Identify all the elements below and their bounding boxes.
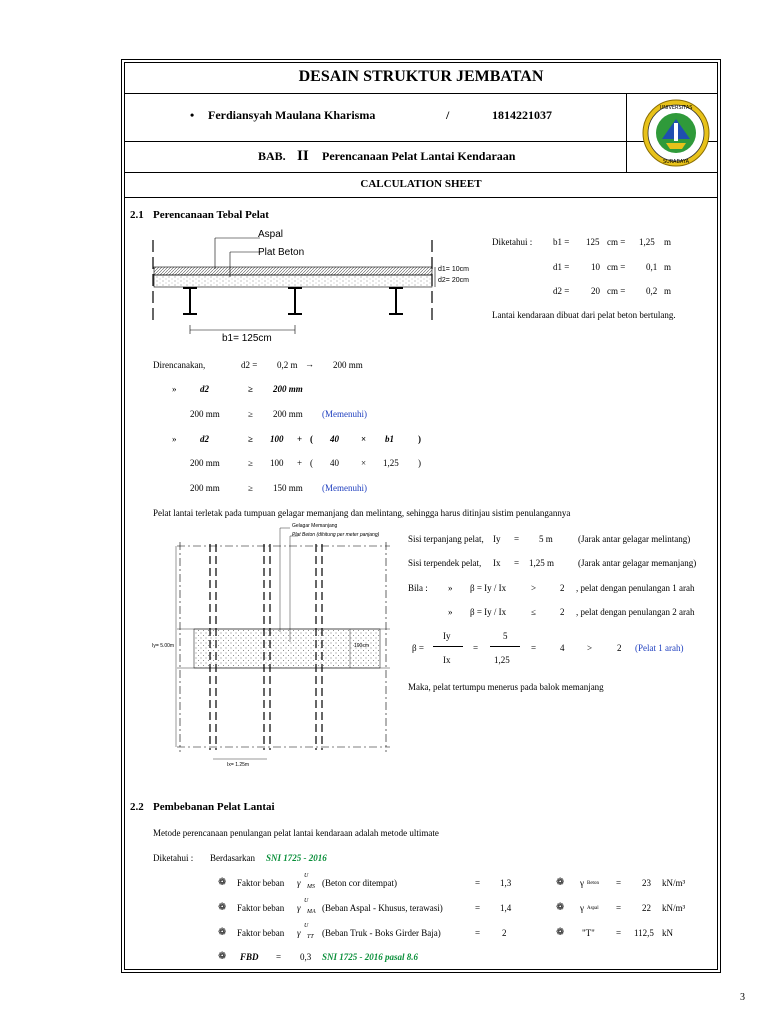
section-number: 2.1 <box>130 209 144 221</box>
sni-reference: SNI 1725 - 2016 <box>266 853 327 863</box>
known-b1-unit: cm = <box>607 237 626 247</box>
known-b1-m: 1,25 <box>639 237 655 247</box>
known-d1-munit: m <box>664 262 672 272</box>
cond1-mark: » <box>448 583 453 593</box>
gamma-symbol: γ <box>297 878 301 888</box>
beta-eq2: = <box>531 643 537 653</box>
divider <box>124 93 718 94</box>
gamma-beton-eq: = <box>616 878 622 888</box>
cond1-expr: β = Iy / Ix <box>470 583 507 593</box>
d2-eq: d2 = <box>241 360 258 370</box>
factor-label: Faktor beban <box>237 928 285 938</box>
support-text: Pelat lantai terletak pada tumpuan gelagar memanjang dan melintang, sehingga harus ditinjau sistim penulangannya <box>153 508 571 518</box>
row3-b: 40 <box>330 434 339 444</box>
row3-plus: + <box>297 434 303 444</box>
flower-bullet-icon: ❁ <box>218 877 227 888</box>
known-d1-m: 0,1 <box>646 262 658 272</box>
cond1-op: > <box>531 583 537 593</box>
truck-load-unit: kN <box>662 928 673 938</box>
known-b1-cm: 125 <box>586 237 600 247</box>
iy-note: (Jarak antar gelagar melintang) <box>578 534 691 544</box>
gamma-aspal-value: 22 <box>642 903 651 913</box>
cond1-val: 2 <box>560 583 565 593</box>
section-title: Perencanaan Tebal Pelat <box>153 209 269 221</box>
logo-text-bottom: SURABAYA <box>662 159 690 165</box>
beta-value: 4 <box>560 643 565 653</box>
fbd-eq: = <box>276 952 282 962</box>
iy-symbol: Iy <box>493 534 501 544</box>
document-title: DESAIN STRUKTUR JEMBATAN <box>298 68 544 85</box>
gamma-aspal-eq: = <box>616 903 622 913</box>
row4-lhs: 200 mm <box>190 458 220 468</box>
row4-paren-close: ) <box>418 458 421 468</box>
iy-value: 5 m <box>539 534 553 544</box>
known-b1-munit: m <box>664 237 672 247</box>
ix-symbol: Ix <box>493 558 501 568</box>
gamma-aspal-symbol: γ <box>580 903 584 913</box>
fraction-bar <box>433 646 463 647</box>
slab-cross-section-figure <box>150 228 450 348</box>
known-d2-m: 0,2 <box>646 286 658 296</box>
factor-eq: = <box>475 878 481 888</box>
fig1-b1-label: b1= 125cm <box>222 333 272 344</box>
bab-title: Perencanaan Pelat Lantai Kendaraan <box>322 149 516 163</box>
factor-desc: (Beton cor ditempat) <box>322 878 397 888</box>
divider <box>124 141 718 142</box>
truck-load-symbol: "T" <box>582 928 595 938</box>
flower-bullet-icon: ❁ <box>218 902 227 913</box>
beta-num1: Iy <box>443 631 451 641</box>
row3-a: 100 <box>270 434 284 444</box>
known-d2-cm: 20 <box>591 286 600 296</box>
known-d2-munit: m <box>664 286 672 296</box>
bab-number: II <box>297 148 309 164</box>
beta-op: > <box>587 643 593 653</box>
row4-c: 1,25 <box>383 458 399 468</box>
row4-paren-open: ( <box>310 458 313 468</box>
row3-lhs: d2 <box>200 434 209 444</box>
truck-load-value: 112,5 <box>634 928 654 938</box>
bullet: • <box>190 108 195 122</box>
known-d1-name: d1 = <box>553 262 570 272</box>
cond2-desc: , pelat dengan penulangan 2 arah <box>576 607 695 617</box>
row5-op: ≥ <box>248 483 253 493</box>
gamma-aspal-sub: Aspal <box>587 906 599 911</box>
row2-lhs: 200 mm <box>190 409 220 419</box>
iy-label: Sisi terpanjang pelat, <box>408 534 484 544</box>
d2-meters: 0,2 m <box>277 360 298 370</box>
ix-note: (Jarak antar gelagar memanjang) <box>578 558 697 568</box>
fig1-d2-label: d2= 20cm <box>438 277 469 284</box>
beta-status: (Pelat 1 arah) <box>635 643 684 653</box>
ix-value: 1,25 m <box>529 558 555 568</box>
beta-limit: 2 <box>617 643 622 653</box>
diketahui-label: Diketahui : <box>492 237 533 247</box>
gamma-sup: U <box>304 923 309 929</box>
gamma-sup: U <box>304 898 309 904</box>
beta-eq1: = <box>473 643 479 653</box>
row2-rhs: 200 mm <box>273 409 303 419</box>
divider <box>124 197 718 198</box>
row4-plus: + <box>297 458 303 468</box>
row3-op: ≥ <box>248 434 253 444</box>
factor-value: 1,4 <box>500 903 512 913</box>
cond2-op: ≤ <box>531 607 536 617</box>
row5-status: (Memenuhi) <box>322 483 367 493</box>
section-title: Pembebanan Pelat Lantai <box>153 801 275 813</box>
row3-times: × <box>361 434 367 444</box>
cond1-desc: , pelat dengan penulangan 1 arah <box>576 583 695 593</box>
fraction-bar <box>490 646 520 647</box>
flower-bullet-icon: ❁ <box>556 927 565 938</box>
bab-label: BAB. <box>258 149 286 163</box>
diketahui-label-2: Diketahui : <box>153 853 194 863</box>
beta-num2: 5 <box>503 631 508 641</box>
row2-op: ≥ <box>248 409 253 419</box>
row1-mark: » <box>172 384 177 394</box>
fbd-label: FBD <box>240 952 259 962</box>
known-b1-name: b1 = <box>553 237 570 247</box>
factor-eq: = <box>475 903 481 913</box>
calculation-sheet-label: CALCULATION SHEET <box>360 178 482 190</box>
row5-rhs: 150 mm <box>273 483 303 493</box>
slab-note: Lantai kendaraan dibuat dari pelat beton bertulang. <box>492 310 676 320</box>
iy-eq: = <box>514 534 520 544</box>
fbd-reference: SNI 1725 - 2016 pasal 8.6 <box>322 952 419 962</box>
fig2-gelagar-label: Gelagar Memanjang <box>292 523 338 529</box>
d2-millimeters: 200 mm <box>333 360 363 370</box>
flower-bullet-icon: ❁ <box>556 877 565 888</box>
page-number: 3 <box>740 992 745 1003</box>
known-d2-unit: cm = <box>607 286 626 296</box>
row3-mark: » <box>172 434 177 444</box>
logo-text-top: UNIVERSITAS <box>659 105 693 111</box>
factor-label: Faktor beban <box>237 878 285 888</box>
gamma-symbol: γ <box>297 903 301 913</box>
gamma-beton-symbol: γ <box>580 878 584 888</box>
cond2-mark: » <box>448 607 453 617</box>
bila-label: Bila : <box>408 583 428 593</box>
gamma-sub: MA <box>307 909 316 915</box>
direncanakan-label: Direncanakan, <box>153 360 206 370</box>
fig1-aspal-label: Aspal <box>258 229 284 240</box>
known-d1-unit: cm = <box>607 262 626 272</box>
row1-lhs: d2 <box>200 384 209 394</box>
gamma-sup: U <box>304 873 309 879</box>
arrow: → <box>305 359 314 369</box>
divider <box>124 172 718 173</box>
fig2-lx-label: Ix= 1.25m <box>227 762 250 768</box>
beta-den2: 1,25 <box>494 655 510 665</box>
student-id: 1814221037 <box>492 108 552 122</box>
cond2-val: 2 <box>560 607 565 617</box>
fig2-plat-label: Plat Beton (dihitung per meter panjang) <box>292 532 380 538</box>
logo-divider <box>626 93 627 172</box>
fbd-value: 0,3 <box>300 952 312 962</box>
fig2-width-label: 100cm <box>354 643 370 649</box>
row1-rhs: 200 mm <box>273 384 303 394</box>
gamma-symbol: γ <box>297 928 301 938</box>
university-logo <box>636 97 716 169</box>
gamma-aspal-unit: kN/m³ <box>662 903 686 913</box>
separator: / <box>446 108 450 122</box>
row4-a: 100 <box>270 458 284 468</box>
factor-value: 2 <box>502 928 507 938</box>
fig1-d1-label: d1= 10cm <box>438 266 469 273</box>
gamma-beton-value: 23 <box>642 878 651 888</box>
flower-bullet-icon: ❁ <box>218 927 227 938</box>
row5-lhs: 200 mm <box>190 483 220 493</box>
ix-label: Sisi terpendek pelat, <box>408 558 482 568</box>
factor-eq: = <box>475 928 481 938</box>
gamma-sub: MS <box>307 884 315 890</box>
ix-eq: = <box>514 558 520 568</box>
row1-op: ≥ <box>248 384 253 394</box>
flower-bullet-icon: ❁ <box>556 902 565 913</box>
factor-desc: (Beban Truk - Boks Girder Baja) <box>322 928 441 938</box>
fig1-plat-label: Plat Beton <box>258 247 305 258</box>
row4-times: × <box>361 458 367 468</box>
beta-den1: Ix <box>443 655 451 665</box>
truck-load-eq: = <box>616 928 622 938</box>
conclusion-text: Maka, pelat tertumpu menerus pada balok memanjang <box>408 682 604 692</box>
gamma-beton-sub: Beton <box>587 881 599 886</box>
author-name: Ferdiansyah Maulana Kharisma <box>208 108 376 122</box>
row3-paren-open: ( <box>310 434 313 444</box>
gamma-beton-unit: kN/m³ <box>662 878 686 888</box>
fig2-ly-label: Iy= 5.00m <box>152 643 175 649</box>
row3-paren-close: ) <box>418 434 421 444</box>
beta-lhs: β = <box>412 643 424 653</box>
gamma-sub: TT <box>307 934 314 940</box>
known-d2-name: d2 = <box>553 286 570 296</box>
row4-op: ≥ <box>248 458 253 468</box>
row2-status: (Memenuhi) <box>322 409 367 419</box>
factor-desc: (Beban Aspal - Khusus, terawasi) <box>322 903 443 913</box>
known-d1-cm: 10 <box>591 262 600 272</box>
section-number: 2.2 <box>130 801 144 813</box>
factor-label: Faktor beban <box>237 903 285 913</box>
berdasarkan-label: Berdasarkan <box>210 853 255 863</box>
factor-value: 1,3 <box>500 878 512 888</box>
row3-c: b1 <box>385 434 394 444</box>
cond2-expr: β = Iy / Ix <box>470 607 507 617</box>
method-text: Metode perencanaan penulangan pelat lantai kendaraan adalah metode ultimate <box>153 828 439 838</box>
row4-b: 40 <box>330 458 339 468</box>
flower-bullet-icon: ❁ <box>218 951 227 962</box>
